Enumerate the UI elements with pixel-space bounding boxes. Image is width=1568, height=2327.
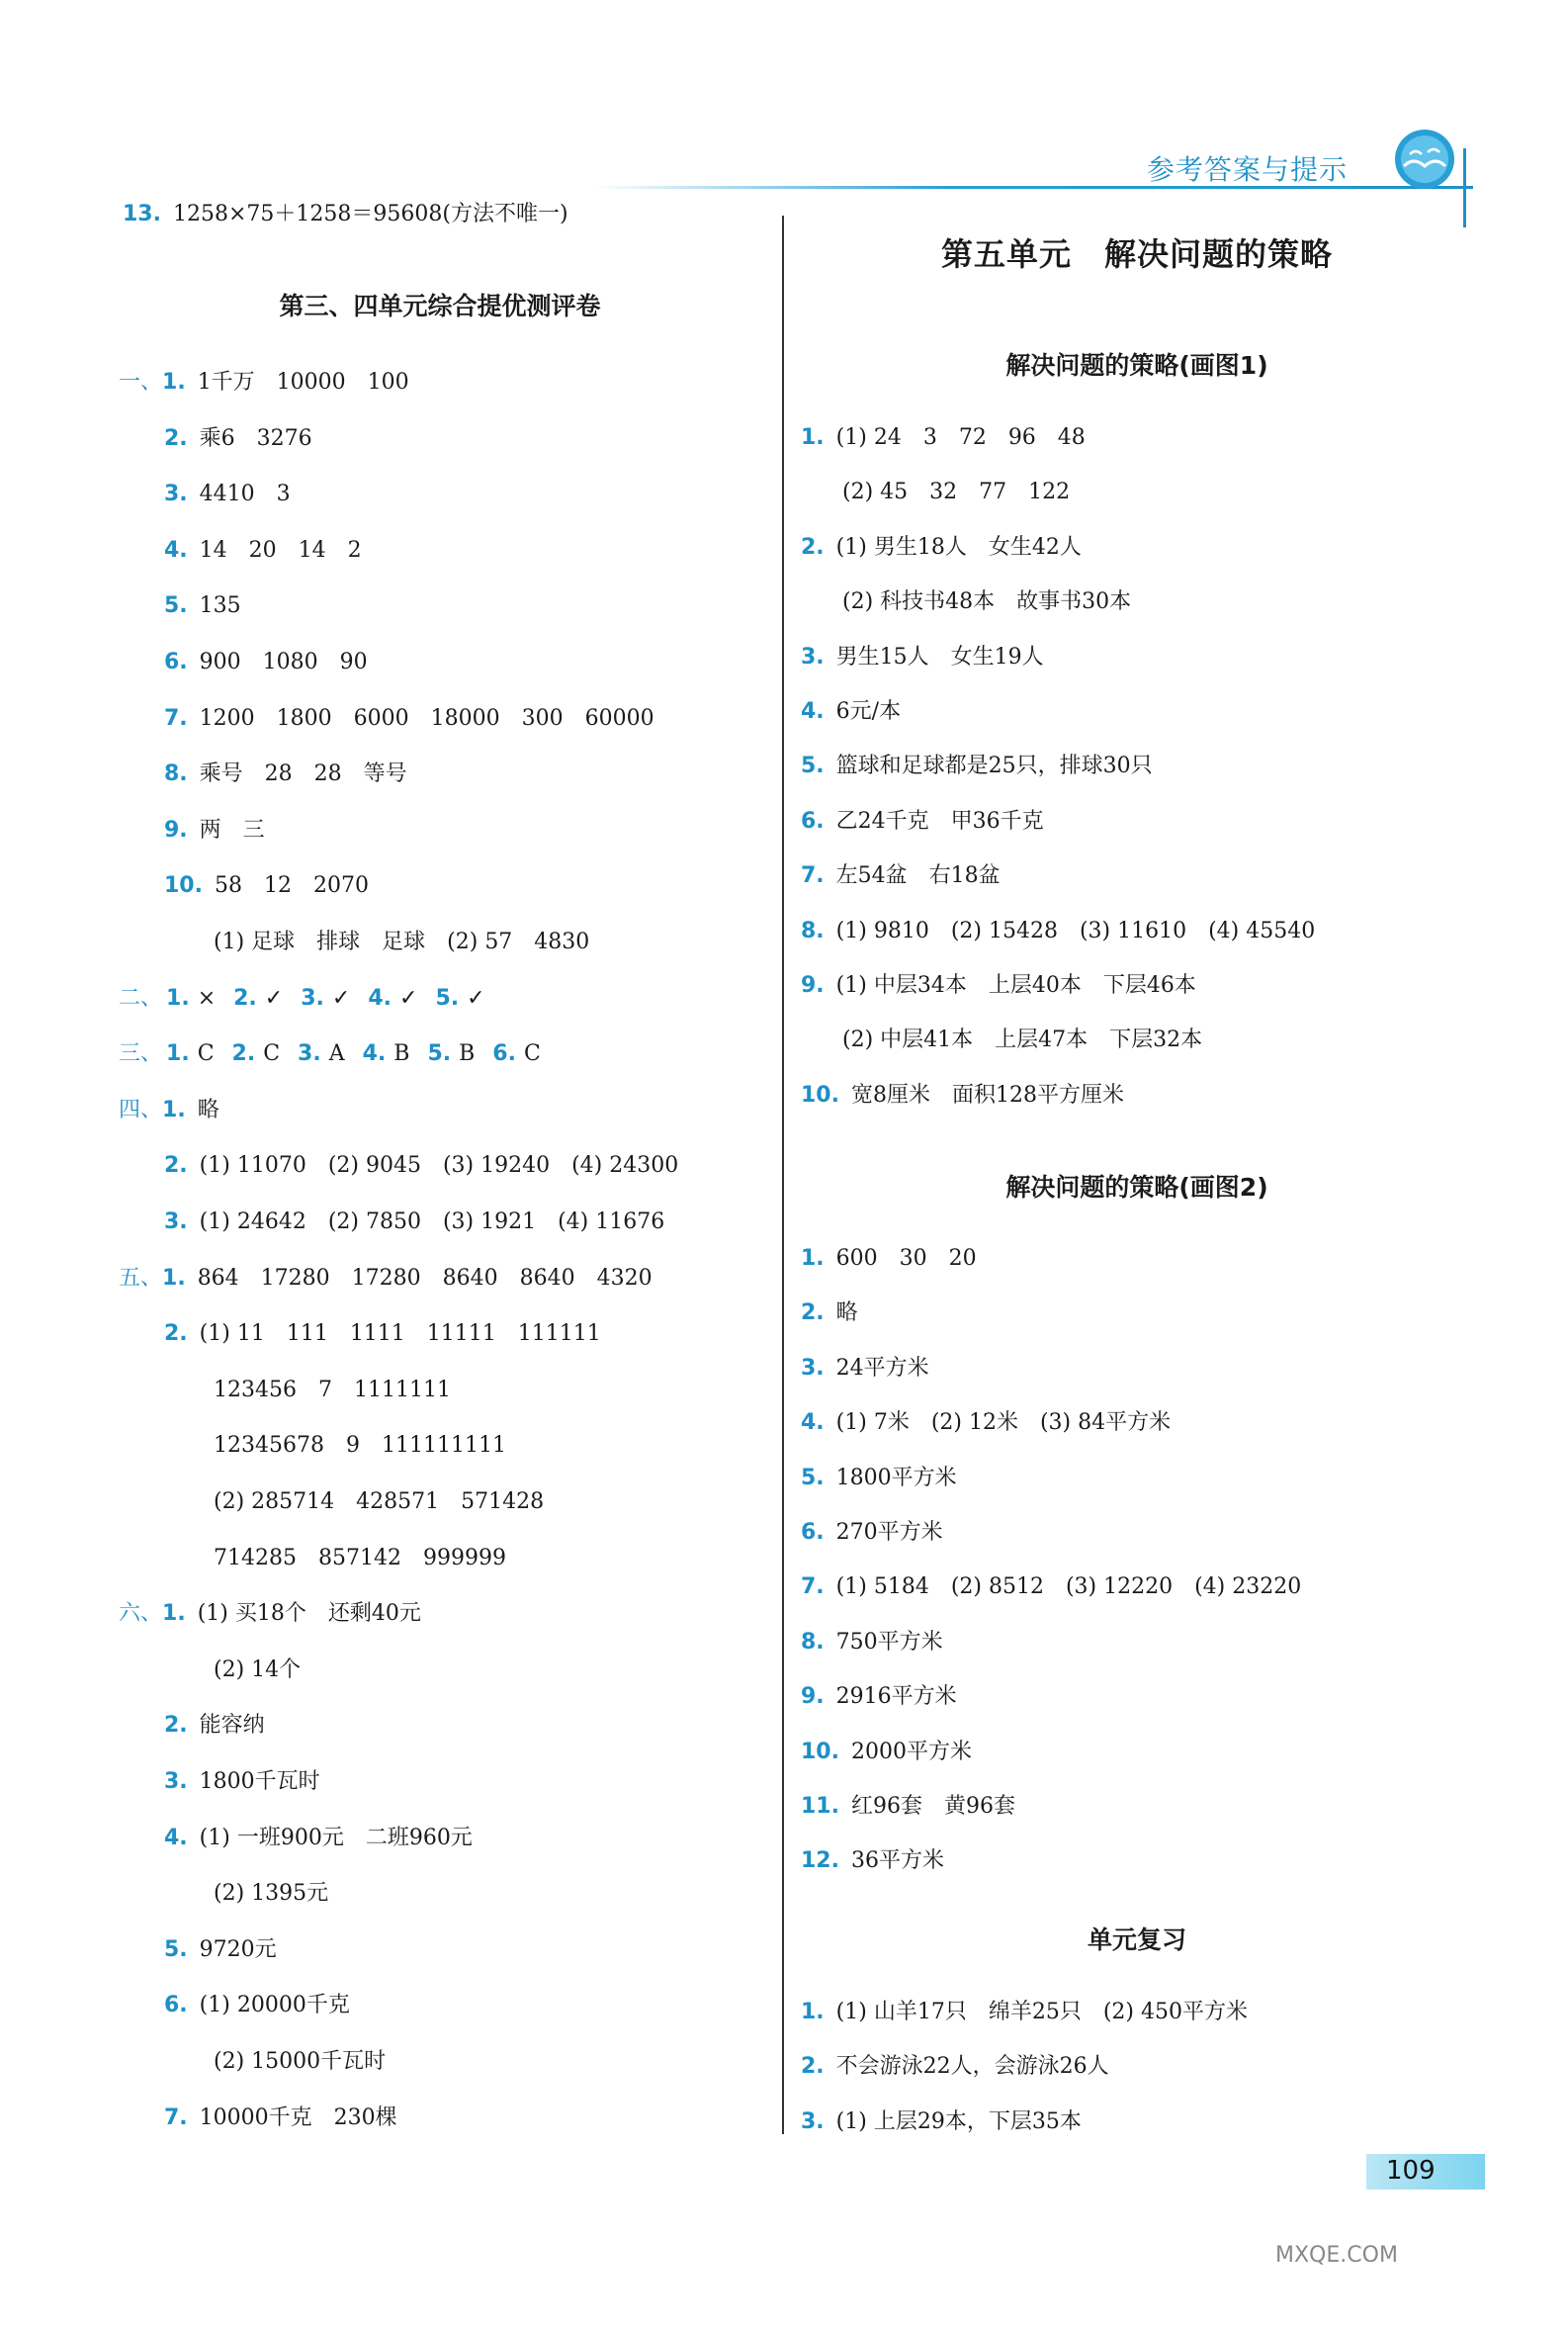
answer-item: [119, 984, 485, 1014]
answer-item: [801, 1244, 977, 1274]
item-number: 6.: [164, 1993, 188, 2018]
answer-item: [801, 697, 901, 727]
answer-text: B: [459, 1041, 476, 1067]
answer-text: ✓: [264, 985, 284, 1011]
item-number: 3.: [301, 985, 324, 1011]
section-title: 单元复习: [1087, 1925, 1186, 1954]
section-label: 四、: [119, 1097, 163, 1122]
section-label: 六、: [119, 1601, 163, 1627]
answer-text: (2) 中层41本 上层47本 下层32本: [842, 1028, 1203, 1053]
answer-text: C: [197, 1041, 215, 1067]
section-label: 五、: [119, 1265, 163, 1291]
answer-item: [119, 1096, 219, 1125]
item-number: 11.: [801, 1794, 839, 1819]
answer-text: (1) 5184 (2) 8512 (3) 12220 (4) 23220: [835, 1574, 1302, 1600]
item-number: 10.: [801, 1739, 839, 1764]
answer-item: [801, 971, 1196, 1001]
item-number: 1.: [166, 1041, 190, 1067]
answer-text: (1) 24 3 72 96 48: [835, 425, 1086, 450]
item-number: 7.: [164, 2104, 188, 2130]
answer-text: ✓: [467, 985, 485, 1011]
answer-item: [801, 1298, 858, 1328]
answer-text: (2) 1395元: [214, 1881, 329, 1907]
item-number: 4.: [164, 537, 188, 563]
answer-item: [801, 807, 1044, 837]
answer-text: C: [263, 1041, 281, 1067]
answer-item: 13. 1258×75＋1258＝95608(方法不唯一): [123, 202, 568, 226]
answer-text: 9720元: [199, 1936, 277, 1962]
answer-text: 1800平方米: [835, 1465, 957, 1490]
answer-text: ✓: [399, 985, 418, 1011]
item-number: 4.: [801, 1410, 825, 1436]
item-number: 3.: [298, 1041, 321, 1067]
item-number: 2.: [164, 1713, 188, 1739]
answer-item: [164, 704, 654, 734]
answer-text: (1) 足球 排球 足球 (2) 57 4830: [214, 930, 590, 954]
answer-text: (1) 买18个 还剩40元: [197, 1601, 421, 1627]
answer-item: [801, 1518, 943, 1548]
answer-item: [801, 423, 1086, 453]
answer-item: [801, 917, 1315, 946]
answer-text: 略: [835, 1300, 858, 1326]
answer-text: 1800千瓦时: [199, 1769, 320, 1794]
section-label: 一、: [119, 370, 163, 395]
item-number: 2.: [164, 1153, 188, 1179]
answer-text: (1) 7米 (2) 12米 (3) 84平方米: [835, 1410, 1172, 1436]
answer-item: [214, 1544, 506, 1573]
answer-item: [164, 1319, 601, 1349]
answer-text: 6元/本: [835, 699, 902, 724]
unit-title: 第五单元 解决问题的策略: [940, 235, 1333, 273]
answer-text: (2) 14个: [214, 1656, 302, 1682]
answer-text: (1) 山羊17只 绵羊25只 (2) 450平方米: [835, 2000, 1248, 2024]
answer-text: (1) 11070 (2) 9045 (3) 19240 (4) 24300: [199, 1153, 679, 1179]
answer-item: [801, 752, 1153, 781]
item-number: 1.: [162, 1265, 186, 1291]
answer-text: 10000千克 230棵: [199, 2104, 397, 2130]
item-number: 9.: [801, 1684, 825, 1710]
answer-text: 2000平方米: [850, 1739, 972, 1764]
column-divider: [782, 216, 784, 2134]
watermark: MXQE.COM: [1275, 2243, 1398, 2268]
answer-text: 1200 1800 6000 18000 300 60000: [199, 705, 654, 731]
answer-text: (1) 上层29本，下层35本: [835, 2108, 1082, 2134]
seagull-logo-icon: [1392, 127, 1457, 192]
item-number: 7.: [801, 1574, 825, 1600]
answer-text: 乘6 3276: [199, 425, 312, 451]
answer-item: [164, 1151, 678, 1181]
answer-text: (1) 11 111 1111 11111 111111: [199, 1321, 601, 1347]
answer-text: B: [393, 1041, 410, 1067]
item-number: 4.: [801, 699, 825, 724]
answer-text: (2) 科技书48本 故事书30本: [842, 589, 1132, 615]
answer-text: 红96套 黄96套: [850, 1794, 1015, 1819]
answer-item: [164, 816, 265, 846]
answer-item: [801, 1464, 957, 1493]
answer-item: [164, 1208, 664, 1237]
answer-text: 123456 7 1111111: [214, 1377, 451, 1402]
answer-item: [214, 1431, 506, 1461]
answer-text: (1) 20000千克: [199, 1993, 350, 2018]
answer-item: [214, 2047, 386, 2077]
answer-item: [801, 1628, 943, 1657]
item-number: 8.: [801, 918, 825, 943]
answer-text: (1) 9810 (2) 15428 (3) 11610 (4) 45540: [835, 918, 1316, 943]
item-number: 2.: [801, 2054, 825, 2080]
answer-item: [164, 480, 291, 509]
item-number: 6.: [801, 1520, 825, 1545]
item-number: 9.: [801, 973, 825, 998]
answer-item: [119, 1264, 653, 1294]
item-number: 1.: [162, 1601, 186, 1627]
item-number: 4.: [368, 985, 392, 1011]
item-number: 8.: [801, 1629, 825, 1655]
item-number: 1.: [801, 2000, 825, 2024]
answer-text: A: [328, 1041, 345, 1067]
item-number: 7.: [164, 705, 188, 731]
answer-text: 左54盆 右18盆: [835, 863, 1001, 889]
answer-text: (1) 中层34本 上层40本 下层46本: [835, 973, 1196, 998]
answer-text: (1) 一班900元 二班960元: [199, 1825, 473, 1850]
answer-item: [801, 533, 1082, 563]
item-number: 2.: [231, 1041, 256, 1067]
answer-item: [119, 368, 409, 398]
answer-item: [801, 861, 1001, 891]
item-number: 1.: [801, 425, 825, 450]
answer-item: [842, 1026, 1202, 1055]
answer-text: 两 三: [199, 817, 265, 843]
answer-text: 男生15人 女生19人: [835, 644, 1044, 670]
item-number: 1.: [801, 1246, 825, 1271]
item-number: 12.: [801, 1848, 839, 1874]
answer-text: 不会游泳22人，会游泳26人: [835, 2054, 1109, 2080]
answer-item: [214, 1879, 328, 1909]
header-title: 参考答案与提示: [1147, 153, 1349, 186]
answer-text: ×: [197, 985, 217, 1011]
item-number: 5.: [435, 985, 460, 1011]
answer-text: C: [523, 1041, 541, 1067]
answer-item: [801, 1738, 972, 1767]
answer-text: 14 20 14 2: [199, 537, 362, 563]
answer-item: [164, 648, 368, 677]
answer-text: 篮球和足球都是25只，排球30只: [835, 754, 1153, 779]
item-number: 3.: [164, 1209, 188, 1234]
answer-text: (2) 285714 428571 571428: [214, 1489, 545, 1514]
item-number: 2.: [164, 1321, 188, 1347]
answer-item: [164, 2103, 397, 2133]
answer-text: 270平方米: [835, 1520, 943, 1545]
answer-item: [801, 1682, 957, 1712]
answer-item: [801, 2107, 1082, 2137]
item-number: 9.: [164, 817, 188, 843]
item-number: 3.: [164, 482, 188, 507]
answer-text: 36平方米: [850, 1848, 944, 1874]
section-label: 三、: [119, 1041, 163, 1067]
answer-item: [164, 760, 407, 789]
header-rule-vertical: [1463, 148, 1466, 227]
item-number: 4.: [362, 1041, 387, 1067]
answer-text: 135: [199, 593, 241, 619]
answer-item: [164, 1991, 350, 2020]
answer-item: [801, 2052, 1109, 2082]
section-title: 解决问题的策略(画图1): [1005, 351, 1268, 380]
answer-item: [164, 591, 241, 621]
answer-item: [214, 928, 589, 957]
answer-text: (1) 男生18人 女生42人: [835, 534, 1082, 560]
answer-text: (2) 45 32 77 122: [842, 480, 1071, 505]
item-number: 3.: [801, 2108, 825, 2134]
answer-item: [842, 587, 1131, 617]
answer-item: [801, 1572, 1301, 1602]
item-number: 3.: [801, 1355, 825, 1381]
answer-text: 略: [197, 1097, 219, 1122]
item-number: 5.: [164, 593, 188, 619]
answer-item: [801, 1081, 1124, 1111]
answer-item: [164, 871, 369, 901]
item-number: 2.: [801, 534, 825, 560]
section-title: 第三、四单元综合提优测评卷: [279, 292, 601, 320]
page-number: 109: [1386, 2156, 1436, 2186]
item-number: 5.: [427, 1041, 452, 1067]
item-number: 10.: [164, 873, 203, 899]
answer-item: [801, 1354, 929, 1384]
answer-item: [119, 1039, 541, 1069]
answer-text: 宽8厘米 面积128平方厘米: [850, 1082, 1124, 1108]
answer-item: [842, 478, 1070, 507]
answer-text: 2916平方米: [835, 1684, 957, 1710]
answer-text: 750平方米: [835, 1629, 943, 1655]
answer-text: ✓: [331, 985, 351, 1011]
answer-item: [164, 1824, 473, 1853]
answer-item: [164, 424, 312, 454]
answer-text: 12345678 9 111111111: [214, 1433, 506, 1459]
answer-text: 1千万 10000 100: [197, 370, 409, 395]
item-number: 2.: [164, 425, 188, 451]
answer-item: [214, 1656, 301, 1685]
item-number: 2.: [233, 985, 257, 1011]
answer-text: 900 1080 90: [199, 650, 368, 674]
section-label: 二、: [119, 985, 163, 1011]
answer-text: 乙24千克 甲36千克: [835, 808, 1044, 834]
answer-text: 58 12 2070: [214, 873, 369, 899]
answer-item: [164, 1711, 265, 1741]
answer-item: [801, 1998, 1248, 2027]
item-number: 1.: [166, 985, 190, 1011]
answer-item: [801, 1408, 1171, 1438]
answer-item: [801, 1846, 944, 1876]
item-number: 5.: [164, 1936, 188, 1962]
answer-item: [214, 1376, 451, 1405]
answer-item: [119, 1599, 421, 1629]
answer-text: 600 30 20: [835, 1246, 977, 1271]
item-number: 1.: [162, 370, 186, 395]
answer-item: [164, 536, 362, 566]
answer-item: [214, 1487, 544, 1517]
item-number: 8.: [164, 761, 188, 787]
item-number: 3.: [164, 1769, 188, 1794]
item-number: 6.: [801, 808, 825, 834]
item-number: 3.: [801, 644, 825, 670]
answer-text: 乘号 28 28 等号: [199, 761, 407, 787]
answer-text: (1) 24642 (2) 7850 (3) 1921 (4) 11676: [199, 1209, 665, 1234]
answer-text: 4410 3: [199, 482, 291, 507]
item-number: 6.: [164, 650, 188, 674]
answer-text: (2) 15000千瓦时: [214, 2049, 387, 2074]
section-title: 解决问题的策略(画图2): [1005, 1173, 1268, 1202]
item-number: 2.: [801, 1300, 825, 1326]
answer-item: [164, 1935, 277, 1965]
item-number: 1.: [162, 1097, 186, 1122]
answer-text: 714285 857142 999999: [214, 1545, 506, 1570]
item-number: 5.: [801, 1465, 825, 1490]
item-number: 4.: [164, 1825, 188, 1850]
answer-item: [164, 1767, 320, 1797]
item-number: 7.: [801, 863, 825, 889]
answer-item: [801, 1792, 1015, 1822]
answer-text: 24平方米: [835, 1355, 929, 1381]
answer-text: 能容纳: [199, 1713, 265, 1739]
item-number: 5.: [801, 754, 825, 779]
item-number: 10.: [801, 1082, 839, 1108]
answer-text: 864 17280 17280 8640 8640 4320: [197, 1265, 653, 1291]
answer-item: [801, 643, 1044, 672]
item-number: 6.: [492, 1041, 516, 1067]
